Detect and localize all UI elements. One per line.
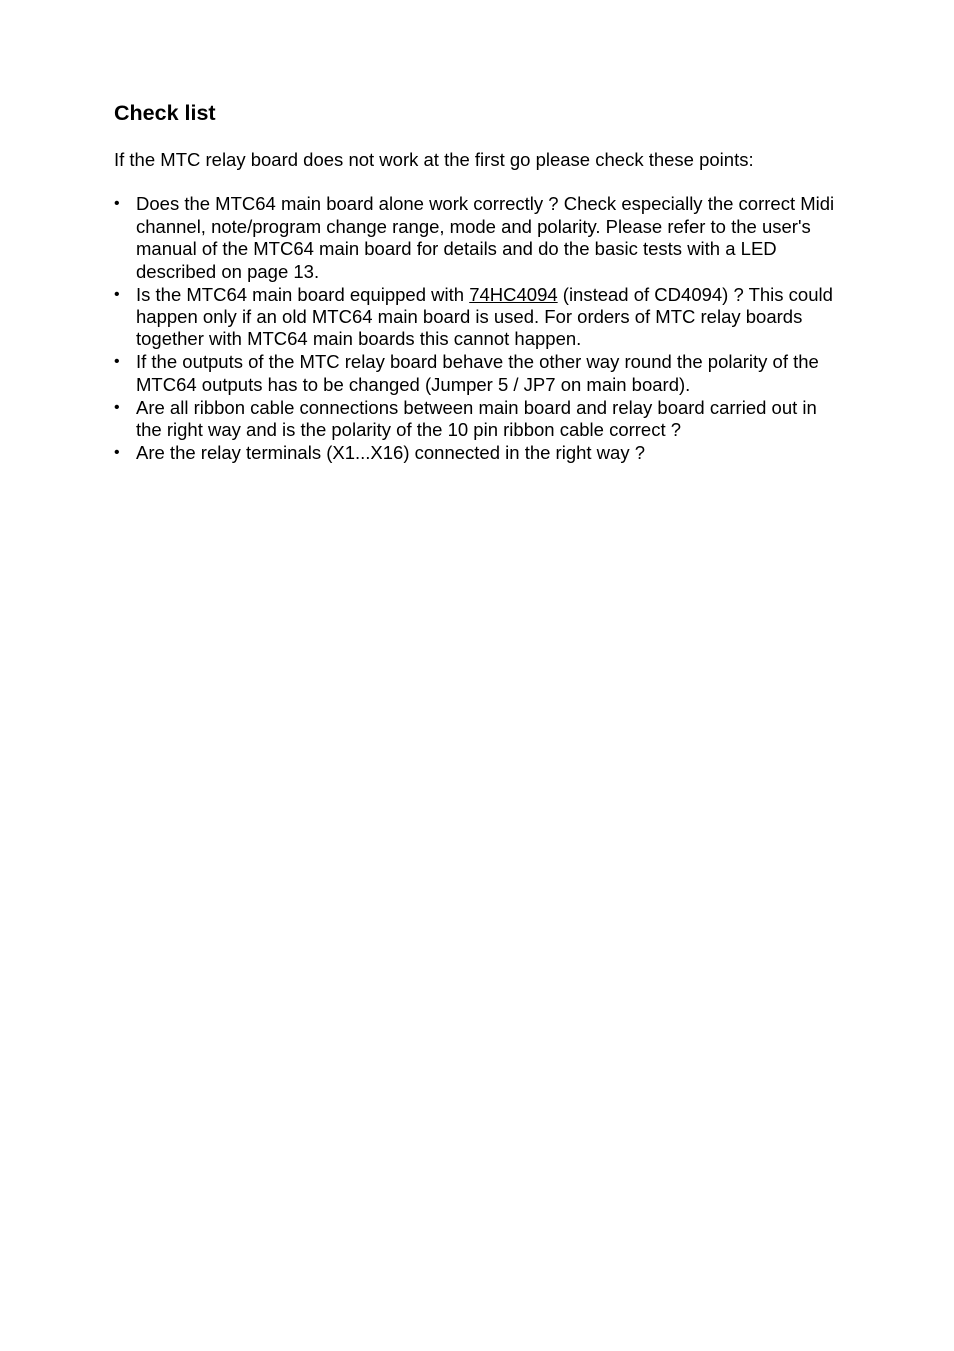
document-page — [114, 98, 844, 465]
bullet-icon: • — [114, 444, 120, 462]
list-item-text: Are all ribbon cable connections between main board and relay board carried out in the right way and is the polarity of the 10 pin ribbon cable correct ? — [136, 396, 817, 441]
bullet-icon: • — [114, 353, 120, 371]
list-item — [114, 397, 844, 442]
list-item-text: If the outputs of the MTC relay board behave the other way round the polarity of the MTC64 outputs has to be changed (Jumper 5 / JP7 on main board). — [136, 351, 819, 395]
intro-paragraph: If the MTC relay board does not work at the first go please check these points: — [114, 149, 754, 170]
list-item — [114, 284, 844, 351]
page-title: Check list — [114, 101, 216, 125]
check-list — [114, 193, 844, 464]
list-item — [114, 351, 844, 396]
list-item-text: Does the MTC64 main board alone work correctly ? Check especially the correct Midi channel, note/program change range, mode and polarity. Please refer to the user's manual of the MTC64 main board for details and do the basic tests with a LED described on page 13. — [136, 193, 835, 282]
list-item — [114, 193, 844, 283]
list-item-text-after: (instead of CD4094) ? This could happen only if an old MTC64 main board is used. For orders of MTC relay boards together with MTC64 main boards this cannot happen. — [136, 283, 833, 350]
list-item — [114, 442, 844, 464]
list-item-text-before: Is the MTC64 main board equipped with — [136, 283, 470, 305]
bullet-icon: • — [114, 398, 120, 416]
bullet-icon: • — [114, 285, 120, 303]
chip-74hc4094-link[interactable]: 74HC4094 — [469, 283, 558, 305]
bullet-icon: • — [114, 195, 120, 213]
list-item-text: Are the relay terminals (X1...X16) connected in the right way ? — [136, 442, 646, 464]
